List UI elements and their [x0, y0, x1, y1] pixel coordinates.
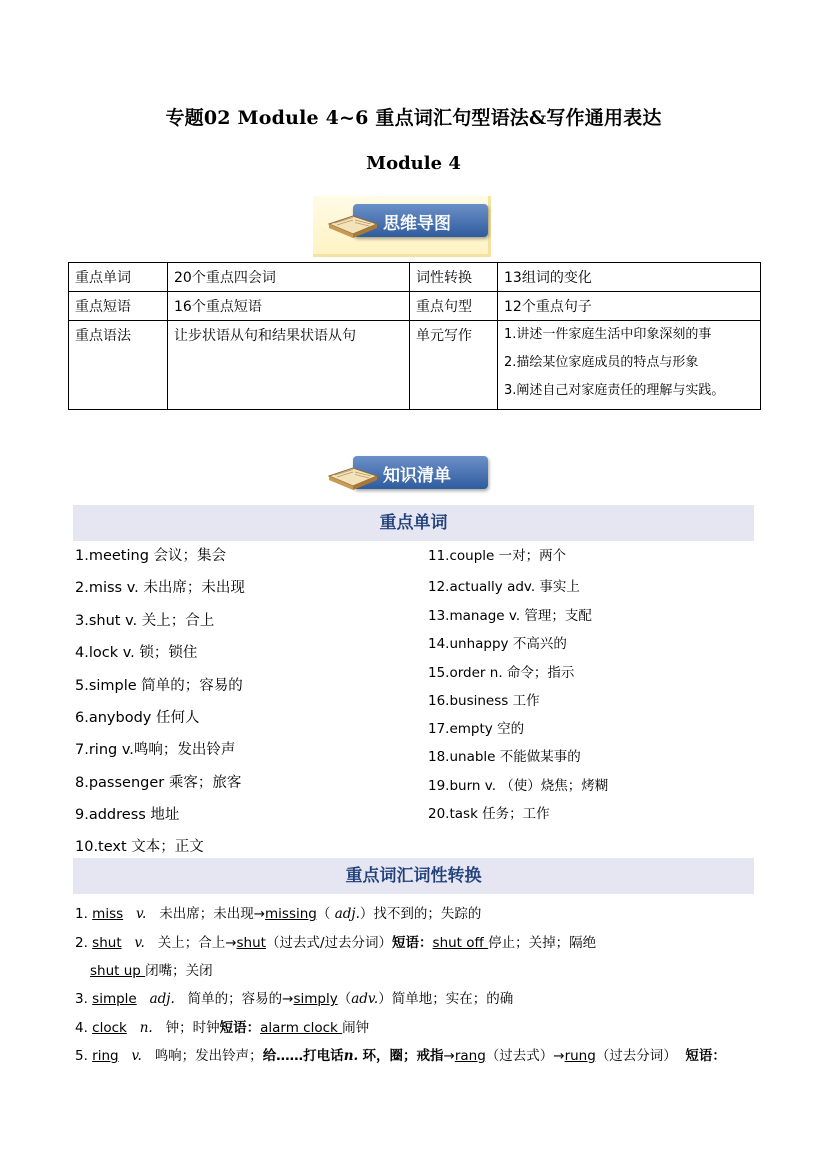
list-item: 13.manage v. 管理；支配 — [428, 608, 592, 624]
list-item: 18.unable 不能做某事的 — [428, 749, 581, 765]
list-item: 16.business 工作 — [428, 693, 540, 709]
list-item: 3.shut v. 关上；合上 — [75, 613, 215, 629]
table-row: 重点短语 16个重点短语 重点句型 12个重点句子 — [69, 292, 761, 321]
list-item: 20.task 任务；工作 — [428, 806, 550, 822]
list-item: 5. ring v. 鸣响；发出铃声；给……打电话n. 环，圈；戒指→rang（过去式）→rung（过去分词） 短语： — [75, 1048, 726, 1064]
list-item: 6.anybody 任何人 — [75, 710, 200, 726]
list-item: 4.lock v. 锁；锁住 — [75, 645, 198, 661]
list-item: 9.address 地址 — [75, 807, 180, 823]
banner-label: 知识清单 — [383, 466, 451, 486]
list-item: 8.passenger 乘客；旅客 — [75, 775, 242, 791]
list-item: 15.order n. 命令；指示 — [428, 665, 575, 681]
table-row: 重点单词 20个重点四会词 词性转换 13组词的变化 — [69, 263, 761, 292]
banner-label: 思维导图 — [383, 214, 451, 234]
list-item: 10.text 文本；正文 — [75, 839, 204, 855]
list-item: 7.ring v.鸣响；发出铃声 — [75, 742, 236, 758]
book-icon — [327, 210, 379, 240]
list-item: 2.miss v. 未出席；未出现 — [75, 580, 245, 596]
list-item: 12.actually adv. 事实上 — [428, 579, 580, 595]
list-item: 1.meeting 会议；集会 — [75, 548, 227, 564]
list-item: 11.couple 一对；两个 — [428, 548, 567, 564]
list-item: 4. clock n. 钟；时钟短语：alarm clock 闹钟 — [75, 1020, 370, 1036]
module-title: Module 4 — [366, 153, 461, 174]
list-item: 2. shut v. 关上；合上→shut（过去式/过去分词）短语：shut off 停止；关掉；隔绝 — [75, 935, 597, 951]
page-title: 专题02 Module 4~6 重点词汇句型语法&写作通用表达 — [165, 107, 662, 129]
list-item: shut up 闭嘴；关闭 — [90, 963, 213, 979]
table-row: 重点语法 让步状语从句和结果状语从句 单元写作 1.讲述一件家庭生活中印象深刻的事 2.描绘某位家庭成员的特点与形象 3.阐述自己对家庭责任的理解与实践。 — [69, 321, 761, 410]
list-item: 1. miss v. 未出席；未出现→missing（ adj.）找不到的；失踪的 — [75, 906, 482, 922]
section-header-word-conversion: 重点词汇词性转换 — [73, 858, 754, 894]
section-header-key-words: 重点单词 — [73, 505, 754, 541]
overview-table — [68, 262, 761, 410]
mind-map-banner — [313, 196, 513, 254]
list-item: 19.burn v. （使）烧焦；烤糊 — [428, 778, 609, 794]
knowledge-list-banner — [313, 448, 513, 506]
list-item: 3. simple adj. 简单的；容易的→simply（adv.）简单地；实在；的确 — [75, 991, 514, 1007]
list-item: 5.simple 简单的；容易的 — [75, 678, 243, 694]
list-item: 17.empty 空的 — [428, 721, 525, 737]
book-icon — [327, 462, 379, 492]
list-item: 14.unhappy 不高兴的 — [428, 636, 567, 652]
